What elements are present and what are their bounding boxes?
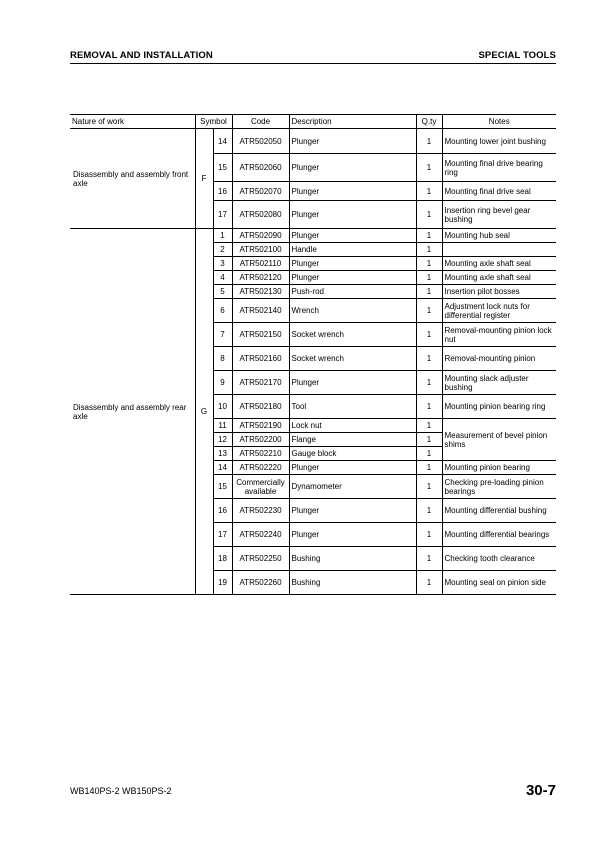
col-header-symbol: Symbol — [195, 115, 232, 129]
qty-cell: 1 — [416, 523, 442, 547]
description-cell: Plunger — [289, 154, 416, 182]
code-cell: ATR502120 — [232, 271, 289, 285]
code-cell: ATR502130 — [232, 285, 289, 299]
qty-cell: 1 — [416, 371, 442, 395]
description-cell: Socket wrench — [289, 323, 416, 347]
work-cell: Disassembly and assembly front axle — [70, 129, 195, 229]
notes-cell: Mounting differential bushing — [442, 499, 556, 523]
code-cell: ATR502150 — [232, 323, 289, 347]
notes-cell: Insertion pilot bosses — [442, 285, 556, 299]
description-cell: Wrench — [289, 299, 416, 323]
qty-cell: 1 — [416, 475, 442, 499]
notes-cell: Mounting lower joint bushing — [442, 129, 556, 154]
notes-cell: Checking pre-loading pinion bearings — [442, 475, 556, 499]
item-number: 14 — [213, 129, 232, 154]
item-number: 14 — [213, 461, 232, 475]
work-cell: Disassembly and assembly rear axle — [70, 229, 195, 595]
item-number: 18 — [213, 547, 232, 571]
qty-cell: 1 — [416, 257, 442, 271]
notes-cell: Mounting hub seal — [442, 229, 556, 243]
description-cell: Plunger — [289, 371, 416, 395]
item-number: 11 — [213, 419, 232, 433]
col-header-notes: Notes — [442, 115, 556, 129]
code-cell: ATR502170 — [232, 371, 289, 395]
section-title: REMOVAL AND INSTALLATION — [70, 50, 213, 61]
qty-cell: 1 — [416, 499, 442, 523]
table-header-row — [70, 115, 556, 129]
qty-cell: 1 — [416, 154, 442, 182]
description-cell: Plunger — [289, 271, 416, 285]
col-header-qty: Q.ty — [416, 115, 442, 129]
qty-cell: 1 — [416, 323, 442, 347]
code-cell: ATR502050 — [232, 129, 289, 154]
qty-cell: 1 — [416, 201, 442, 229]
notes-cell: Mounting pinion bearing — [442, 461, 556, 475]
code-cell: ATR502160 — [232, 347, 289, 371]
qty-cell: 1 — [416, 447, 442, 461]
col-header-description: Description — [289, 115, 416, 129]
notes-cell: Mounting differential bearings — [442, 523, 556, 547]
col-header-work: Nature of work — [70, 115, 195, 129]
notes-cell: Mounting axle shaft seal — [442, 257, 556, 271]
description-cell: Handle — [289, 243, 416, 257]
notes-cell: Mounting final drive seal — [442, 182, 556, 201]
item-number: 8 — [213, 347, 232, 371]
qty-cell: 1 — [416, 285, 442, 299]
item-number: 5 — [213, 285, 232, 299]
code-cell: ATR502260 — [232, 571, 289, 595]
item-number: 15 — [213, 154, 232, 182]
description-cell: Plunger — [289, 523, 416, 547]
notes-cell: Removal-mounting pinion lock nut — [442, 323, 556, 347]
item-number: 3 — [213, 257, 232, 271]
col-header-code: Code — [232, 115, 289, 129]
table-row — [70, 129, 556, 154]
item-number: 17 — [213, 523, 232, 547]
qty-cell: 1 — [416, 547, 442, 571]
item-number: 7 — [213, 323, 232, 347]
symbol-cell: F — [195, 129, 213, 229]
description-cell: Plunger — [289, 182, 416, 201]
item-number: 9 — [213, 371, 232, 395]
notes-cell: Mounting slack adjuster bushing — [442, 371, 556, 395]
notes-cell: Measurement of bevel pinion shims — [442, 419, 556, 461]
qty-cell: 1 — [416, 433, 442, 447]
code-cell: ATR502240 — [232, 523, 289, 547]
code-cell: ATR502200 — [232, 433, 289, 447]
qty-cell: 1 — [416, 299, 442, 323]
special-tools-table — [70, 114, 556, 595]
code-cell: ATR502180 — [232, 395, 289, 419]
description-cell: Socket wrench — [289, 347, 416, 371]
item-number: 12 — [213, 433, 232, 447]
code-cell: ATR502210 — [232, 447, 289, 461]
qty-cell: 1 — [416, 461, 442, 475]
item-number: 10 — [213, 395, 232, 419]
notes-cell — [442, 243, 556, 257]
item-number: 19 — [213, 571, 232, 595]
description-cell: Plunger — [289, 257, 416, 271]
notes-cell: Checking tooth clearance — [442, 547, 556, 571]
page-number: 30-7 — [525, 782, 556, 799]
table-row — [70, 229, 556, 243]
code-cell: ATR502110 — [232, 257, 289, 271]
qty-cell: 1 — [416, 229, 442, 243]
description-cell: Plunger — [289, 129, 416, 154]
item-number: 2 — [213, 243, 232, 257]
qty-cell: 1 — [416, 419, 442, 433]
notes-cell: Mounting pinion bearing ring — [442, 395, 556, 419]
qty-cell: 1 — [416, 571, 442, 595]
code-cell: ATR502070 — [232, 182, 289, 201]
item-number: 1 — [213, 229, 232, 243]
item-number: 6 — [213, 299, 232, 323]
description-cell: Plunger — [289, 229, 416, 243]
notes-cell: Adjustment lock nuts for differential register — [442, 299, 556, 323]
code-cell: Commercially available — [232, 475, 289, 499]
description-cell: Lock nut — [289, 419, 416, 433]
description-cell: Plunger — [289, 499, 416, 523]
symbol-cell: G — [195, 229, 213, 595]
code-cell: ATR502220 — [232, 461, 289, 475]
description-cell: Bushing — [289, 571, 416, 595]
code-cell: ATR502140 — [232, 299, 289, 323]
code-cell: ATR502080 — [232, 201, 289, 229]
description-cell: Dynamometer — [289, 475, 416, 499]
code-cell: ATR502100 — [232, 243, 289, 257]
qty-cell: 1 — [416, 129, 442, 154]
qty-cell: 1 — [416, 243, 442, 257]
item-number: 15 — [213, 475, 232, 499]
description-cell: Plunger — [289, 201, 416, 229]
model-footer: WB140PS-2 WB150PS-2 — [70, 786, 172, 796]
description-cell: Gauge block — [289, 447, 416, 461]
notes-cell: Insertion ring bevel gear bushing — [442, 201, 556, 229]
notes-cell: Mounting seal on pinion side — [442, 571, 556, 595]
item-number: 16 — [213, 499, 232, 523]
page-header — [70, 50, 556, 64]
notes-cell: Mounting final drive bearing ring — [442, 154, 556, 182]
code-cell: ATR502250 — [232, 547, 289, 571]
qty-cell: 1 — [416, 347, 442, 371]
notes-cell: Removal-mounting pinion — [442, 347, 556, 371]
code-cell: ATR502090 — [232, 229, 289, 243]
section-subtitle: SPECIAL TOOLS — [478, 50, 556, 61]
qty-cell: 1 — [416, 271, 442, 285]
code-cell: ATR502060 — [232, 154, 289, 182]
description-cell: Tool — [289, 395, 416, 419]
code-cell: ATR502190 — [232, 419, 289, 433]
description-cell: Bushing — [289, 547, 416, 571]
description-cell: Push-rod — [289, 285, 416, 299]
item-number: 4 — [213, 271, 232, 285]
code-cell: ATR502230 — [232, 499, 289, 523]
item-number: 17 — [213, 201, 232, 229]
description-cell: Flange — [289, 433, 416, 447]
item-number: 16 — [213, 182, 232, 201]
qty-cell: 1 — [416, 182, 442, 201]
notes-cell: Mounting axle shaft seal — [442, 271, 556, 285]
description-cell: Plunger — [289, 461, 416, 475]
item-number: 13 — [213, 447, 232, 461]
qty-cell: 1 — [416, 395, 442, 419]
